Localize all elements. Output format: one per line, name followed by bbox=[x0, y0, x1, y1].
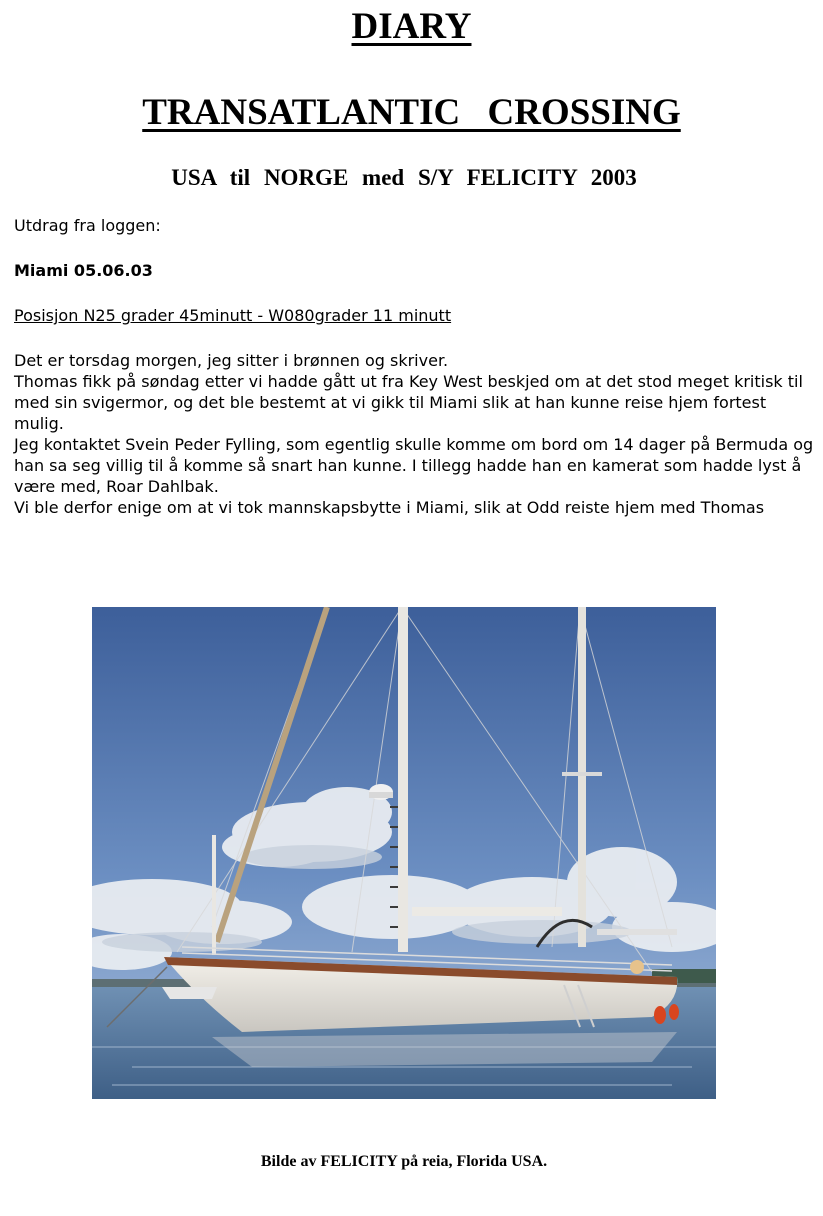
log-intro: Utdrag fra loggen: bbox=[14, 216, 161, 235]
photo-caption: Bilde av FELICITY på reia, Florida USA. bbox=[260, 1153, 548, 1170]
document-heading: TRANSATLANTIC CROSSING bbox=[142, 92, 681, 133]
log-paragraph: Det er torsdag morgen, jeg sitter i brønnen og skriver. bbox=[14, 351, 449, 370]
voyage-subtitle: USA til NORGE med S/Y FELICITY 2003 bbox=[171, 165, 637, 190]
log-paragraph: Vi ble derfor enige om at vi tok mannskapsbytte i Miami, slik at Odd reiste hjem med Thomas bbox=[14, 498, 765, 517]
log-position: Posisjon N25 grader 45minutt - W080grader 11 minutt bbox=[14, 306, 452, 325]
log-body bbox=[14, 350, 814, 518]
log-paragraph: Jeg kontaktet Svein Peder Fylling, som egentlig skulle komme om bord om 14 dager på Bermuda og han sa seg villig til å komme så snart han kunne. I tillegg hadde han en kamerat som hadde lyst å være med, Roar Dahlbak. bbox=[14, 435, 814, 496]
sailboat-photo bbox=[92, 607, 716, 1099]
log-place-date: Miami 05.06.03 bbox=[14, 261, 153, 280]
diary-title: DIARY bbox=[351, 6, 472, 47]
log-paragraph: Thomas fikk på søndag etter vi hadde gått ut fra Key West beskjed om at det stod meget kritisk til med sin svigermor, og det ble bestemt at vi gikk til Miami slik at han kunne reise hjem fortest mulig. bbox=[14, 372, 803, 433]
